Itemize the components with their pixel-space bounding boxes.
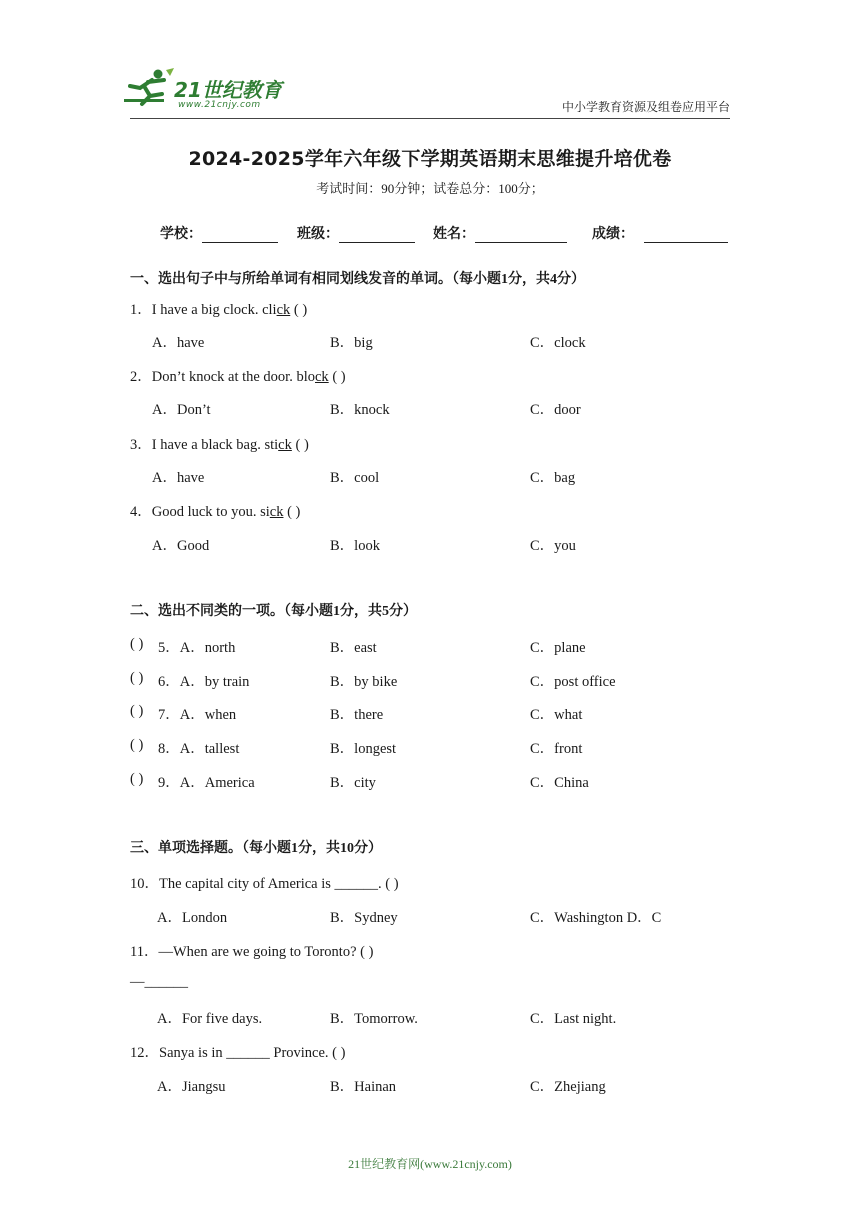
score-label: 成绩：: [592, 227, 634, 242]
question-6-option-a[interactable]: 6．A．by train: [158, 674, 250, 690]
option-c[interactable]: C．Washington D．C: [530, 910, 662, 926]
answer-parens[interactable]: ( ): [130, 636, 144, 652]
answer-parens[interactable]: ( ): [291, 437, 309, 453]
question-9-option-a[interactable]: 9．A．America: [158, 775, 255, 791]
answer-parens[interactable]: ( ): [283, 504, 301, 520]
underlined-letters: ck: [269, 504, 284, 520]
option-a[interactable]: A．have: [152, 470, 205, 486]
question-11: 11．—When are we going to Toronto? ( ): [130, 944, 374, 960]
option-a[interactable]: A．have: [152, 335, 205, 351]
section-1-heading: 一、选出句子中与所给单词有相同划线发音的单词。（每小题1分，共4分）: [130, 272, 585, 287]
question-2: [130, 365, 346, 386]
option-a[interactable]: A．Good: [152, 538, 210, 554]
option-b[interactable]: B．by bike: [330, 674, 398, 690]
question-stem: 3．I have a black bag. sti: [130, 437, 279, 453]
logo: [122, 66, 292, 114]
option-c[interactable]: C．bag: [530, 470, 576, 486]
option-b[interactable]: B．east: [330, 640, 377, 656]
answer-parens[interactable]: ( ): [290, 302, 308, 318]
underlined-letters: ck: [315, 369, 329, 385]
page-title: 2024-2025学年六年级下学期英语期末思维提升培优卷: [188, 148, 672, 170]
school-label: 学校：: [160, 227, 202, 242]
option-b[interactable]: B．longest: [330, 741, 397, 757]
platform-label: 中小学教育资源及组卷应用平台: [561, 100, 730, 114]
answer-parens[interactable]: ( ): [130, 670, 144, 686]
class-blank[interactable]: [339, 228, 415, 243]
option-b[interactable]: B．city: [330, 775, 376, 791]
option-b[interactable]: B．Hainan: [330, 1079, 397, 1095]
logo-text: 21世纪教育: [174, 78, 282, 102]
option-c[interactable]: C．what: [530, 707, 583, 723]
name-label: 姓名：: [433, 227, 475, 242]
option-a[interactable]: A．Don’t: [152, 402, 211, 418]
name-field[interactable]: [433, 223, 567, 243]
option-a[interactable]: A．For five days.: [157, 1011, 263, 1027]
answer-parens[interactable]: ( ): [130, 737, 144, 753]
question-5-option-a[interactable]: 5．A．north: [158, 640, 236, 656]
school-blank[interactable]: [202, 228, 278, 243]
question-3: [130, 433, 309, 454]
score-field[interactable]: [592, 223, 728, 243]
logo-url: www.21cnjy.com: [178, 100, 261, 110]
option-b[interactable]: B．look: [330, 538, 380, 554]
option-c[interactable]: C．clock: [530, 335, 586, 351]
option-c[interactable]: C．post office: [530, 674, 616, 690]
question-8-option-a[interactable]: 8．A．tallest: [158, 741, 240, 757]
header-divider: [130, 118, 730, 119]
question-stem: 4．Good luck to you. si: [130, 504, 270, 520]
score-blank[interactable]: [644, 228, 728, 243]
option-c[interactable]: C．plane: [530, 640, 586, 656]
question-12: 12．Sanya is in ______ Province. ( ): [130, 1045, 346, 1061]
option-c[interactable]: C．Zhejiang: [530, 1079, 606, 1095]
option-c[interactable]: C．Last night.: [530, 1011, 617, 1027]
answer-parens[interactable]: ( ): [130, 771, 144, 787]
option-a[interactable]: A．London: [157, 910, 228, 926]
option-b[interactable]: B．Tomorrow.: [330, 1011, 418, 1027]
underlined-letters: ck: [278, 437, 292, 453]
option-c[interactable]: C．door: [530, 402, 581, 418]
footer-link[interactable]: 21世纪教育网(www.21cnjy.com): [348, 1157, 512, 1171]
answer-parens[interactable]: ( ): [130, 703, 144, 719]
option-b[interactable]: B．knock: [330, 402, 390, 418]
option-b[interactable]: B．Sydney: [330, 910, 398, 926]
underlined-letters: ck: [276, 302, 291, 318]
exam-subtitle: 考试时间：90分钟；试卷总分：100分；: [316, 181, 544, 196]
section-3-heading: 三、单项选择题。（每小题1分，共10分）: [130, 841, 382, 856]
name-blank[interactable]: [475, 228, 567, 243]
question-1: [130, 298, 307, 319]
option-c[interactable]: C．China: [530, 775, 589, 791]
option-b[interactable]: B．big: [330, 335, 373, 351]
option-c[interactable]: C．you: [530, 538, 576, 554]
option-a[interactable]: A．Jiangsu: [157, 1079, 226, 1095]
school-field[interactable]: [160, 223, 278, 243]
question-10: 10．The capital city of America is ______. ( ): [130, 876, 399, 892]
answer-parens[interactable]: ( ): [328, 369, 346, 385]
option-b[interactable]: B．there: [330, 707, 384, 723]
section-2-heading: 二、选出不同类的一项。（每小题1分，共5分）: [130, 604, 417, 619]
question-7-option-a[interactable]: 7．A．when: [158, 707, 237, 723]
option-c[interactable]: C．front: [530, 741, 583, 757]
class-label: 班级：: [297, 227, 339, 242]
question-stem: 1．I have a big clock. cli: [130, 302, 277, 318]
question-stem: 2．Don’t knock at the door. blo: [130, 369, 315, 385]
question-4: [130, 500, 300, 521]
option-b[interactable]: B．cool: [330, 470, 380, 486]
answer-blank[interactable]: —______: [130, 974, 188, 990]
class-field[interactable]: [297, 223, 415, 243]
